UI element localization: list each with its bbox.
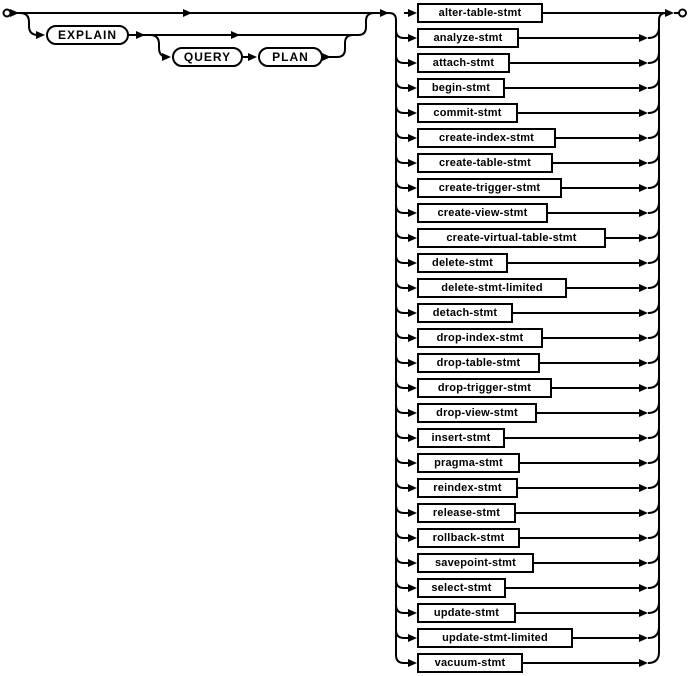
branch-row [404, 203, 648, 223]
connector-line [518, 112, 639, 114]
arrow-icon [639, 59, 648, 67]
arrow-icon [408, 9, 417, 17]
arrow-icon [408, 434, 417, 442]
node-begin-stmt[interactable]: begin-stmt [417, 78, 505, 98]
branch-row [404, 403, 648, 423]
arrow-icon [639, 359, 648, 367]
arrow-icon [639, 484, 648, 492]
arrow-icon [639, 634, 648, 642]
arrow-icon [408, 184, 417, 192]
branch-row [404, 353, 648, 373]
node-commit-stmt[interactable]: commit-stmt [417, 103, 518, 123]
branch-row [404, 103, 648, 123]
arrow-icon [639, 159, 648, 167]
arrow-icon [639, 509, 648, 517]
branch-row [404, 178, 648, 198]
node-drop-index-stmt[interactable]: drop-index-stmt [417, 328, 543, 348]
arrow-icon [408, 134, 417, 142]
start-terminal-icon [4, 10, 11, 17]
arrow-icon [639, 384, 648, 392]
arrow-icon [408, 334, 417, 342]
arrow-icon [408, 384, 417, 392]
branch-row [404, 328, 648, 348]
node-update-stmt-limited[interactable]: update-stmt-limited [417, 628, 573, 648]
branch-row [404, 78, 648, 98]
node-select-stmt[interactable]: select-stmt [417, 578, 506, 598]
branch-row [404, 378, 648, 398]
branch-curves-left [396, 30, 404, 663]
connector-line [508, 262, 639, 264]
connector-line [543, 337, 639, 339]
branch-row [404, 578, 648, 598]
branch-row [404, 478, 648, 498]
arrow-icon [639, 259, 648, 267]
connector-line [505, 437, 639, 439]
arrow-icon [408, 259, 417, 267]
branch-row [404, 303, 648, 323]
arrow-icon [639, 609, 648, 617]
connector-line [518, 487, 639, 489]
keyword-plan: PLAN [258, 47, 323, 67]
connector-line [505, 87, 639, 89]
connector-line [562, 187, 639, 189]
connector-line [556, 137, 639, 139]
arrow-icon [639, 209, 648, 217]
node-insert-stmt[interactable]: insert-stmt [417, 428, 505, 448]
arrow-icon [639, 109, 648, 117]
arrow-icon [408, 609, 417, 617]
branch-row [404, 528, 648, 548]
connector-line [606, 237, 639, 239]
branch-row [404, 628, 648, 648]
arrow-icon [639, 334, 648, 342]
node-rollback-stmt[interactable]: rollback-stmt [417, 528, 520, 548]
node-alter-table-stmt[interactable]: alter-table-stmt [417, 3, 543, 23]
arrow-icon [639, 284, 648, 292]
branch-row [404, 128, 648, 148]
connector-line [567, 287, 639, 289]
node-attach-stmt[interactable]: attach-stmt [417, 53, 510, 73]
keyword-explain: EXPLAIN [46, 25, 129, 45]
branch-row [404, 53, 648, 73]
connector-line [553, 162, 639, 164]
arrow-icon [639, 84, 648, 92]
branch-row [404, 153, 648, 173]
node-release-stmt[interactable]: release-stmt [417, 503, 516, 523]
arrow-icon [408, 159, 417, 167]
node-drop-trigger-stmt[interactable]: drop-trigger-stmt [417, 378, 552, 398]
connector-line [540, 362, 639, 364]
arrow-icon [639, 584, 648, 592]
node-drop-view-stmt[interactable]: drop-view-stmt [417, 403, 537, 423]
branch-row [404, 453, 648, 473]
node-create-view-stmt[interactable]: create-view-stmt [417, 203, 548, 223]
connector-line [519, 37, 639, 39]
node-vacuum-stmt[interactable]: vacuum-stmt [417, 653, 523, 673]
node-savepoint-stmt[interactable]: savepoint-stmt [417, 553, 534, 573]
arrow-icon [408, 534, 417, 542]
connector-line [573, 637, 639, 639]
arrow-icon [639, 559, 648, 567]
node-create-table-stmt[interactable]: create-table-stmt [417, 153, 553, 173]
arrow-icon [639, 134, 648, 142]
branch-row [404, 503, 648, 523]
node-detach-stmt[interactable]: detach-stmt [417, 303, 513, 323]
arrow-icon [408, 59, 417, 67]
arrow-icon [639, 659, 648, 667]
arrow-icon [639, 184, 648, 192]
branch-row [404, 28, 648, 48]
branch-row [404, 253, 648, 273]
node-create-virtual-table-stmt[interactable]: create-virtual-table-stmt [417, 228, 606, 248]
connector-line [510, 62, 639, 64]
arrow-icon [408, 109, 417, 117]
node-create-trigger-stmt[interactable]: create-trigger-stmt [417, 178, 562, 198]
connector-line [506, 587, 639, 589]
branch-row [404, 428, 648, 448]
connector-line [513, 312, 639, 314]
arrow-icon [408, 509, 417, 517]
node-update-stmt[interactable]: update-stmt [417, 603, 516, 623]
branch-row [404, 603, 648, 623]
node-drop-table-stmt[interactable]: drop-table-stmt [417, 353, 540, 373]
connector-line [516, 612, 639, 614]
arrow-icon [408, 559, 417, 567]
branch-row [404, 3, 648, 23]
node-reindex-stmt[interactable]: reindex-stmt [417, 478, 518, 498]
connector-line [552, 387, 639, 389]
connector-line [523, 662, 639, 664]
arrow-icon [639, 409, 648, 417]
arrow-icon [408, 484, 417, 492]
arrow-icon [639, 459, 648, 467]
connector-line [543, 12, 648, 14]
merge-curves-right [648, 27, 659, 663]
connector-line [520, 537, 639, 539]
arrow-icon [639, 34, 648, 42]
end-terminal-icon [679, 10, 686, 17]
arrow-icon [408, 34, 417, 42]
arrow-icon [408, 84, 417, 92]
node-delete-stmt[interactable]: delete-stmt [417, 253, 508, 273]
branch-row [404, 278, 648, 298]
arrow-icon [408, 234, 417, 242]
branch-row [404, 653, 648, 673]
arrow-icon [639, 434, 648, 442]
arrow-icon [408, 359, 417, 367]
connector-line [548, 212, 639, 214]
connector-line [520, 462, 639, 464]
keyword-query: QUERY [172, 47, 243, 67]
arrow-icon [639, 234, 648, 242]
node-pragma-stmt[interactable]: pragma-stmt [417, 453, 520, 473]
branch-row [404, 553, 648, 573]
node-analyze-stmt[interactable]: analyze-stmt [417, 28, 519, 48]
arrow-icon [639, 534, 648, 542]
node-create-index-stmt[interactable]: create-index-stmt [417, 128, 556, 148]
arrow-icon [408, 584, 417, 592]
arrow-icon [639, 309, 648, 317]
connector-line [516, 512, 639, 514]
arrow-icon [408, 659, 417, 667]
branch-row [404, 228, 648, 248]
node-delete-stmt-limited[interactable]: delete-stmt-limited [417, 278, 567, 298]
arrow-icon [408, 409, 417, 417]
arrow-icon [408, 284, 417, 292]
connector-line [534, 562, 639, 564]
arrow-icon [408, 309, 417, 317]
arrow-icon [408, 209, 417, 217]
connector-line [537, 412, 639, 414]
arrow-icon [408, 459, 417, 467]
arrow-icon [408, 634, 417, 642]
